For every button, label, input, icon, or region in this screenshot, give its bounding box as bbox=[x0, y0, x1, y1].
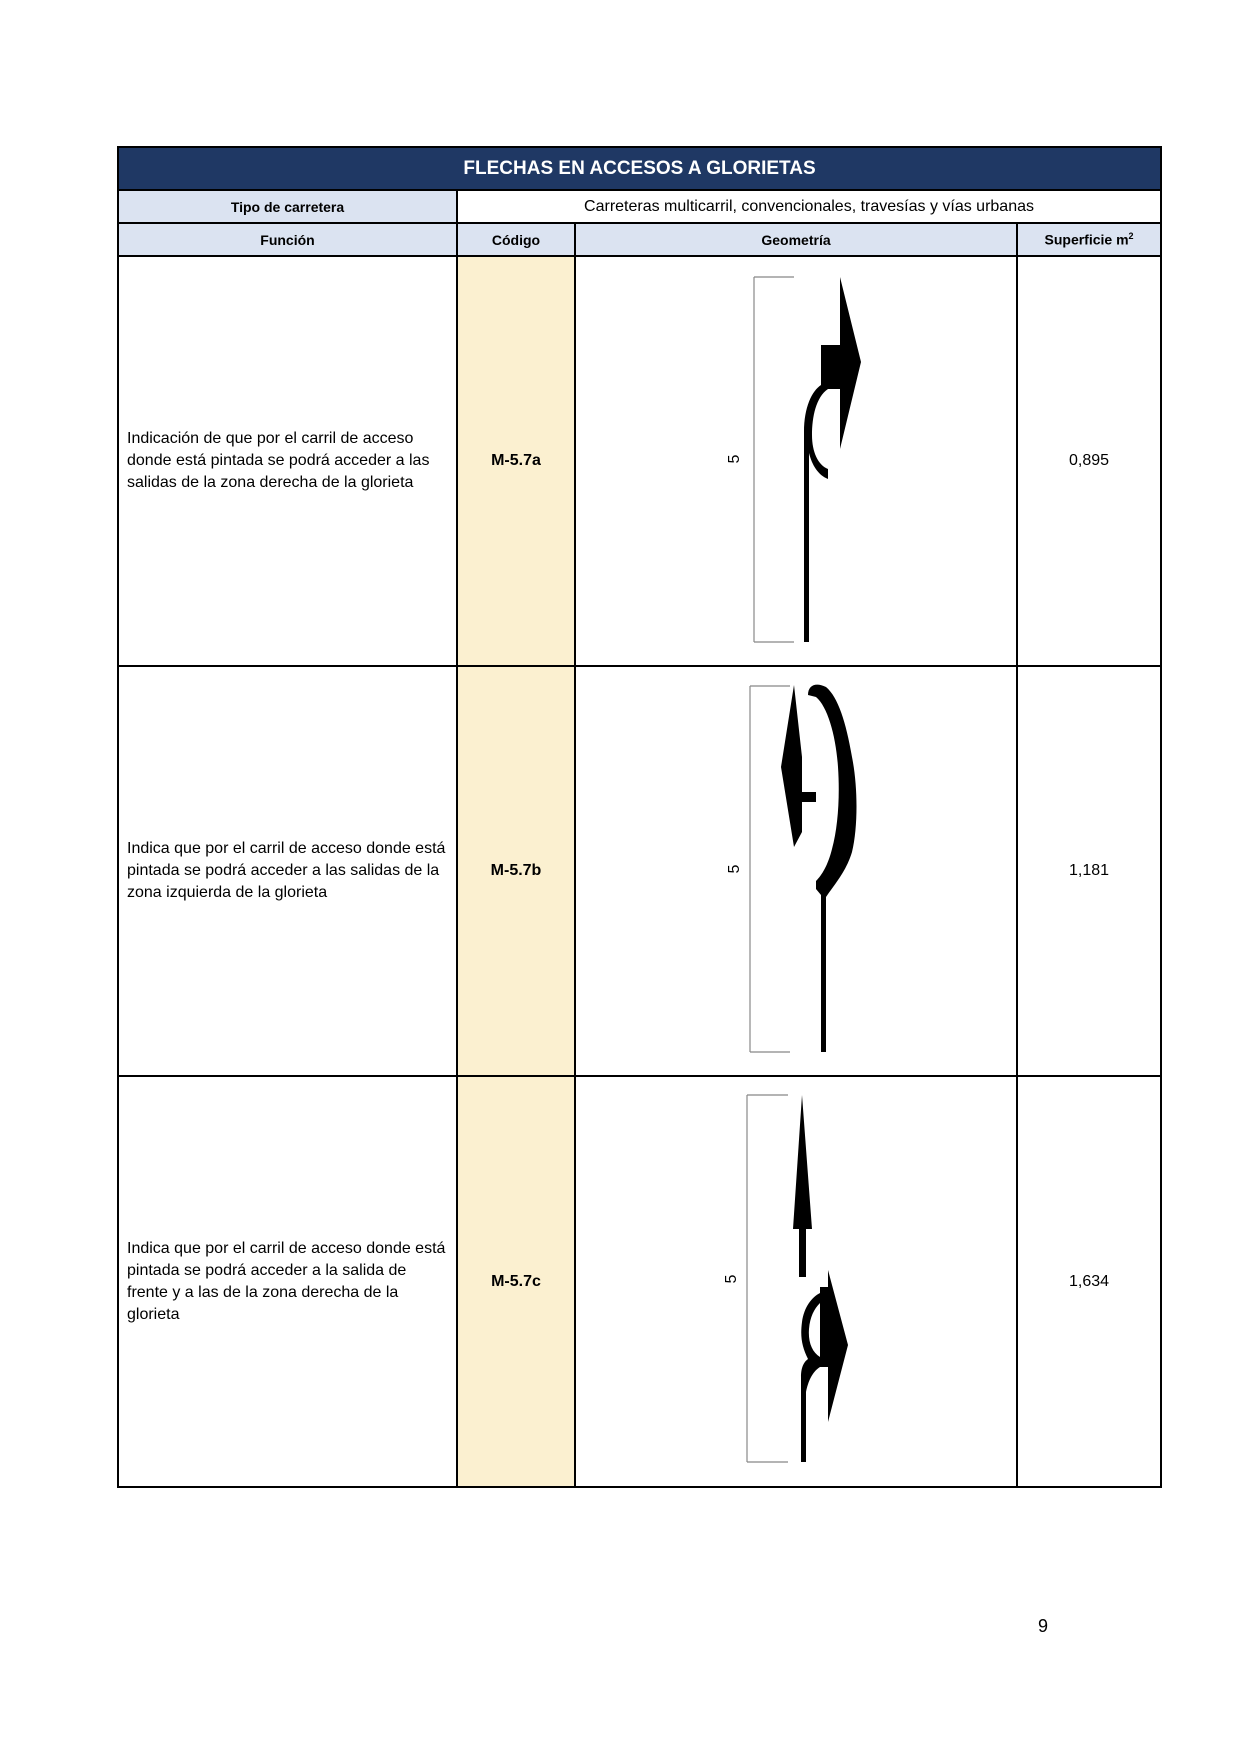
arrow-left-diagram bbox=[576, 667, 1016, 1070]
dimension-label: 5 bbox=[726, 454, 743, 464]
dimension-line bbox=[747, 1095, 788, 1462]
geometry-cell bbox=[575, 666, 1017, 1076]
arrow-right-shape bbox=[804, 277, 861, 642]
arrow-straight-right-diagram bbox=[576, 1077, 1016, 1481]
table-row bbox=[118, 1076, 1161, 1487]
header-function: Función bbox=[118, 223, 457, 256]
surface-cell: 0,895 bbox=[1017, 256, 1161, 666]
code-cell: M-5.7a bbox=[457, 256, 575, 666]
table-title: FLECHAS EN ACCESOS A GLORIETAS bbox=[118, 147, 1161, 190]
code-cell: M-5.7c bbox=[457, 1076, 575, 1487]
arrows-table-section bbox=[117, 146, 1160, 1488]
header-surface-label: Superficie m bbox=[1044, 231, 1129, 248]
surface-cell: 1,634 bbox=[1017, 1076, 1161, 1487]
code-cell: M-5.7b bbox=[457, 666, 575, 1076]
arrow-left-shape bbox=[781, 685, 857, 1052]
table-row bbox=[118, 256, 1161, 666]
dimension-label: 5 bbox=[723, 1274, 740, 1284]
page-number: 9 bbox=[1038, 1616, 1049, 1636]
dimension-line bbox=[750, 686, 790, 1052]
road-type-label: Tipo de carretera bbox=[118, 190, 457, 223]
function-cell: Indicación de que por el carril de acceso donde está pintada se podrá acceder a las salidas de la zona derecha de la glorieta bbox=[118, 256, 457, 666]
surface-cell: 1,181 bbox=[1017, 666, 1161, 1076]
dimension-line bbox=[754, 277, 794, 642]
function-cell: Indica que por el carril de acceso donde está pintada se podrá acceder a las salidas de la zona izquierda de la glorieta bbox=[118, 666, 457, 1076]
road-type-value: Carreteras multicarril, convencionales, travesías y vías urbanas bbox=[457, 190, 1161, 223]
geometry-cell bbox=[575, 256, 1017, 666]
arrow-right-diagram bbox=[576, 257, 1016, 660]
geometry-cell bbox=[575, 1076, 1017, 1487]
function-cell: Indica que por el carril de acceso donde está pintada se podrá acceder a la salida de frente y a las de la zona derecha de la glorieta bbox=[118, 1076, 457, 1487]
header-surface-exponent: 2 bbox=[1128, 231, 1134, 242]
arrow-straight-shape bbox=[793, 1095, 812, 1277]
header-surface bbox=[1017, 223, 1161, 256]
dimension-label: 5 bbox=[726, 864, 743, 874]
header-geometry: Geometría bbox=[575, 223, 1017, 256]
arrow-right-shape bbox=[801, 1270, 848, 1462]
header-code: Código bbox=[457, 223, 575, 256]
table-row bbox=[118, 666, 1161, 1076]
arrows-table bbox=[117, 146, 1162, 1488]
